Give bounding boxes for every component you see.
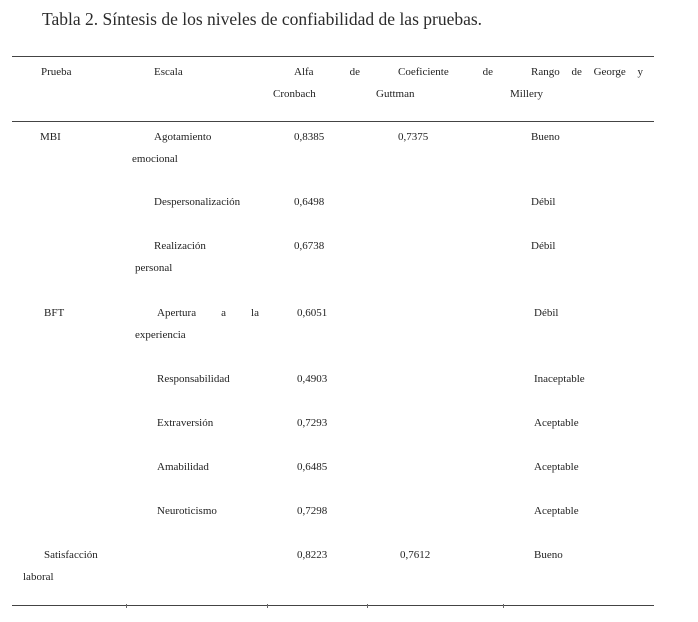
header-rango-word: y	[637, 66, 643, 78]
cell-escala-cont: personal	[135, 262, 173, 274]
cell-alfa: 0,6051	[297, 307, 328, 319]
cell-coef: 0,7612	[400, 549, 431, 561]
cell-escala: Amabilidad	[157, 461, 209, 473]
cell-prueba-cont: laboral	[23, 571, 54, 583]
cell-alfa: 0,8385	[294, 131, 325, 143]
column-divider	[126, 604, 127, 608]
cell-prueba: Satisfacción	[44, 549, 98, 561]
column-divider	[367, 604, 368, 608]
cell-escala: Despersonalización	[154, 196, 241, 208]
header-coef-line2: Guttman	[376, 88, 415, 100]
cell-rango: Aceptable	[534, 461, 579, 473]
cell-alfa: 0,7298	[297, 505, 328, 517]
cell-prueba: BFT	[44, 307, 65, 319]
cell-rango: Aceptable	[534, 505, 579, 517]
cell-escala: Responsabilidad	[157, 373, 230, 385]
header-rango-word: de	[571, 66, 582, 78]
cell-escala-word: a	[221, 307, 227, 319]
cell-alfa: 0,6498	[294, 196, 325, 208]
column-divider	[267, 604, 268, 608]
header-rango-word: George	[593, 66, 626, 78]
header-rango-line2: Millery	[510, 88, 543, 100]
header-coef-word: de	[482, 66, 493, 78]
cell-prueba: MBI	[40, 131, 61, 143]
cell-alfa: 0,6738	[294, 240, 325, 252]
header-alfa-line1	[294, 61, 360, 83]
cell-escala	[157, 302, 259, 324]
cell-escala: Extraversión	[157, 417, 214, 429]
table-title: Tabla 2. Síntesis de los niveles de confiabilidad de las pruebas.	[42, 9, 483, 29]
column-divider	[503, 604, 504, 608]
cell-escala-cont: experiencia	[135, 329, 186, 341]
cell-rango: Débil	[531, 240, 556, 252]
cell-escala: Neuroticismo	[157, 505, 217, 517]
cell-alfa: 0,8223	[297, 549, 328, 561]
header-alfa-line2: Cronbach	[273, 88, 316, 100]
bottom-rule	[12, 605, 654, 606]
top-rule	[12, 56, 654, 57]
cell-alfa: 0,6485	[297, 461, 328, 473]
header-rango-line1	[531, 61, 643, 83]
cell-rango: Bueno	[534, 549, 563, 561]
header-prueba: Prueba	[41, 66, 72, 78]
cell-escala-cont: emocional	[132, 153, 178, 165]
cell-rango: Inaceptable	[534, 373, 585, 385]
header-escala: Escala	[154, 66, 183, 78]
cell-rango: Débil	[534, 307, 559, 319]
cell-rango: Débil	[531, 196, 556, 208]
cell-escala-word: la	[251, 307, 259, 319]
cell-alfa: 0,7293	[297, 417, 328, 429]
cell-coef: 0,7375	[398, 131, 429, 143]
header-coef-word: Coeficiente	[398, 66, 449, 78]
header-alfa-word: de	[349, 66, 360, 78]
cell-rango: Aceptable	[534, 417, 579, 429]
header-alfa-word: Alfa	[294, 66, 314, 78]
header-coef-line1	[398, 61, 493, 83]
cell-rango: Bueno	[531, 131, 560, 143]
header-rango-word: Rango	[531, 66, 560, 78]
cell-alfa: 0,4903	[297, 373, 328, 385]
cell-escala-word: Apertura	[157, 307, 197, 319]
header-rule	[12, 121, 654, 122]
cell-escala: Agotamiento	[154, 131, 212, 143]
cell-escala: Realización	[154, 240, 206, 252]
